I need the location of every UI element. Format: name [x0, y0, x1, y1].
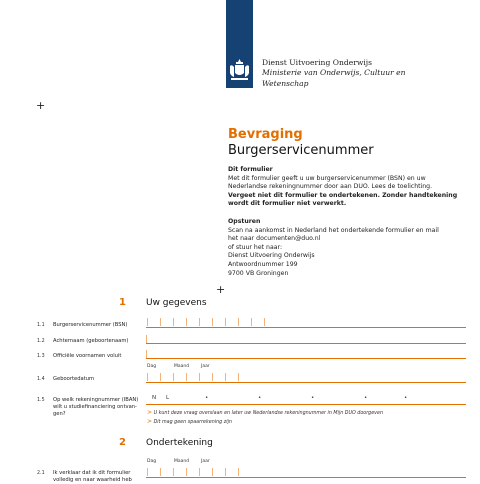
- send-address: 9700 VB Groningen: [228, 270, 288, 279]
- field-underline: [146, 382, 466, 383]
- intro-warning: wordt dit formulier niet verwerkt.: [228, 200, 346, 209]
- iban-country-char: N: [152, 395, 156, 401]
- comb-tick: [225, 468, 226, 476]
- ministry-name-line2: Wetenschap: [262, 79, 309, 90]
- iban-note: > U kunt deze vraag overslaan en later uw Nederlandse rekeningnummer in Mijn DUO doorgeven: [147, 409, 383, 416]
- field-label-iban: Op welk rekeningnummer (IBAN) wilt u studiefinanciering ontvan- gen?: [53, 397, 138, 419]
- bsn-input[interactable]: [147, 318, 287, 326]
- date-month-label: Maand: [174, 459, 189, 464]
- comb-tick: [186, 373, 187, 381]
- first-names-input[interactable]: [146, 349, 466, 358]
- comb-tick: [160, 468, 161, 476]
- arrow-right-icon: >: [147, 409, 152, 416]
- field-label-declaration: Ik verklaar dat ik dit formulier volledig en naar waarheid heb: [53, 470, 132, 484]
- comb-tick: [147, 373, 148, 381]
- iban-input[interactable]: [146, 394, 466, 404]
- date-month-label: Maand: [174, 364, 189, 369]
- iban-separator: •: [258, 395, 261, 401]
- section-number: 1: [112, 297, 126, 308]
- ministry-name-line1: Ministerie van Onderwijs, Cultuur en: [262, 68, 406, 79]
- registration-mark-icon: +: [216, 284, 225, 295]
- surname-input[interactable]: [146, 334, 466, 343]
- intro-warning: Vergeet niet dit formulier te ondertekenen. Zonder handtekening: [228, 192, 457, 201]
- comb-tick: [173, 468, 174, 476]
- comb-tick: [199, 318, 200, 326]
- comb-tick: [238, 468, 239, 476]
- iban-note: > Dit mag geen spaarrekening zijn: [147, 418, 232, 425]
- comb-tick: [199, 468, 200, 476]
- intro-text: Nederlandse rekeningnummer door aan DUO. Lees de toelichting.: [228, 183, 432, 192]
- field-number: 1.4: [37, 377, 45, 382]
- field-label-bsn: Burgerservicenummer (BSN): [53, 322, 127, 329]
- comb-tick: [238, 373, 239, 381]
- send-heading: Opsturen: [228, 218, 260, 227]
- arrow-right-icon: >: [147, 418, 152, 425]
- send-address: Dienst Uitvoering Onderwijs: [228, 252, 315, 261]
- iban-country-char: L: [166, 395, 169, 401]
- signature-date-input[interactable]: [147, 468, 237, 476]
- comb-tick: [238, 318, 239, 326]
- comb-tick: [160, 318, 161, 326]
- field-underline: [146, 343, 466, 344]
- date-year-label: Jaar: [201, 364, 210, 369]
- date-year-label: Jaar: [201, 459, 210, 464]
- send-text: het naar documenten@duo.nl: [228, 235, 320, 244]
- field-number: 1.3: [37, 354, 45, 359]
- comb-tick: [212, 318, 213, 326]
- crest-logo-icon: [228, 58, 251, 82]
- comb-tick: [225, 373, 226, 381]
- field-underline: [146, 327, 466, 328]
- comb-tick: [251, 318, 252, 326]
- comb-tick: [173, 373, 174, 381]
- form-subtitle: Burgerservicenummer: [228, 143, 374, 158]
- comb-tick: [212, 468, 213, 476]
- org-name: Dienst Uitvoering Onderwijs: [262, 58, 372, 69]
- field-underline: [146, 404, 466, 405]
- comb-tick: [147, 468, 148, 476]
- comb-tick: [212, 373, 213, 381]
- field-label-first-names: Officiële voornamen voluit: [53, 353, 121, 360]
- send-text: of stuur het naar:: [228, 244, 282, 253]
- comb-tick: [186, 318, 187, 326]
- iban-separator: •: [311, 395, 314, 401]
- iban-separator: •: [364, 395, 367, 401]
- comb-tick: [264, 318, 265, 326]
- field-number: 1.1: [37, 323, 45, 328]
- field-label-birthdate: Geboortedatum: [53, 376, 94, 383]
- field-underline: [146, 358, 466, 359]
- comb-tick: [199, 373, 200, 381]
- date-day-label: Dag: [147, 459, 156, 464]
- iban-separator: •: [205, 395, 208, 401]
- registration-mark-icon: +: [36, 100, 45, 111]
- comb-tick: [147, 318, 148, 326]
- comb-tick: [173, 318, 174, 326]
- form-title: Bevraging: [228, 127, 303, 142]
- send-text: Scan na aankomst in Nederland het ondertekende formulier en mail: [228, 227, 439, 236]
- field-number: 1.2: [37, 339, 45, 344]
- field-label-surname: Achternaam (geboortenaam): [53, 338, 128, 345]
- intro-heading: Dit formulier: [228, 166, 273, 175]
- comb-tick: [160, 373, 161, 381]
- send-address: Antwoordnummer 199: [228, 261, 298, 270]
- comb-tick: [225, 318, 226, 326]
- field-number: 2.1: [37, 471, 45, 476]
- section-title: Ondertekening: [146, 438, 213, 448]
- iban-separator: •: [404, 395, 407, 401]
- birthdate-input[interactable]: [147, 373, 237, 381]
- comb-tick: [186, 468, 187, 476]
- intro-text: Met dit formulier geeft u uw burgerservicenummer (BSN) en uw: [228, 175, 426, 184]
- date-day-label: Dag: [147, 364, 156, 369]
- field-number: 1.5: [37, 398, 45, 403]
- field-underline: [146, 477, 466, 478]
- section-title: Uw gegevens: [146, 298, 207, 308]
- section-number: 2: [112, 437, 126, 448]
